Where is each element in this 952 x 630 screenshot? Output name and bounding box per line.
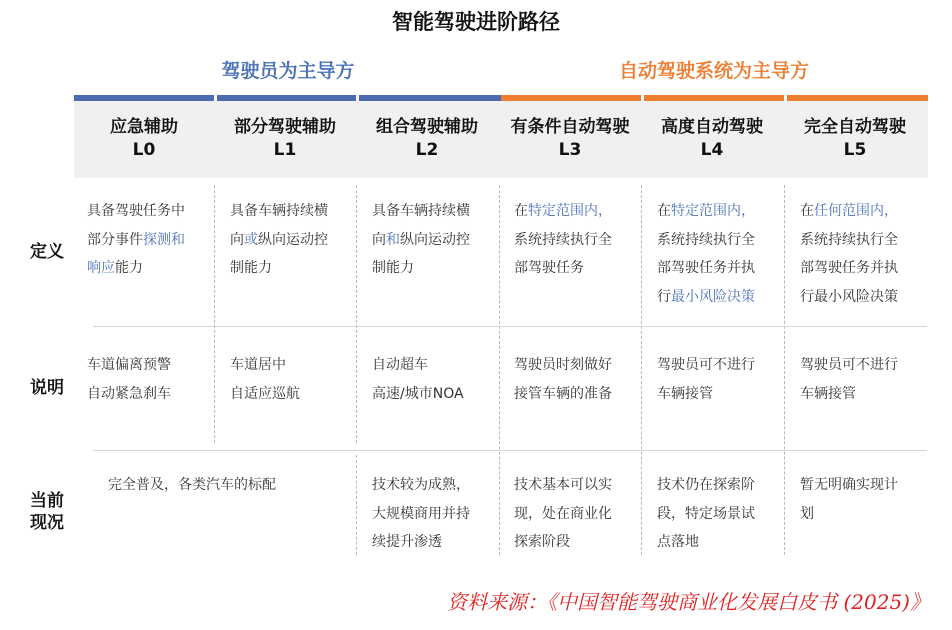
definition-cell-l4: 在特定范围内， 系统持续执行全 部驾驶任务并执 行最小风险决策 bbox=[657, 203, 755, 305]
column-header-l1 bbox=[215, 116, 355, 162]
explanation-cell-l4: 驾驶员可不进行 车辆接管 bbox=[657, 357, 755, 402]
status-cell-l2: 技术较为成熟， 大规模商用并持 续提升渗透 bbox=[372, 477, 470, 550]
column-level: L4 bbox=[700, 140, 724, 160]
column-header-l4 bbox=[642, 116, 782, 162]
definition-cell-l3: 在特定范围内， 系统持续执行全 部驾驶任务 bbox=[514, 203, 612, 276]
explanation-cell-l3: 驾驶员时刻做好 接管车辆的准备 bbox=[514, 357, 612, 402]
row-label-line: 现况 bbox=[30, 513, 64, 533]
column-header-l5 bbox=[785, 116, 925, 162]
status-cell-l3: 技术基本可以实 现，处在商业化 探索阶段 bbox=[514, 477, 612, 550]
explanation-cell-l5: 驾驶员可不进行 车辆接管 bbox=[800, 357, 898, 402]
column-header-l3 bbox=[500, 116, 640, 162]
row-label-explanation: 说明 bbox=[30, 378, 64, 398]
column-name: 高度自动驾驶 bbox=[661, 117, 763, 137]
row-label-line: 当前 bbox=[30, 491, 64, 511]
status-cell-l0-l1: 完全普及，各类汽车的标配 bbox=[108, 477, 276, 493]
group-label-driver-led: 驾驶员为主导方 bbox=[221, 60, 355, 82]
group-label-system-led: 自动驾驶系统为主导方 bbox=[618, 60, 809, 82]
definition-cell-l0: 具备驾驶任务中 部分事件探测和 响应能力 bbox=[87, 203, 185, 276]
column-name: 有条件自动驾驶 bbox=[510, 117, 630, 137]
definition-cell-l2: 具备车辆持续横 向和纵向运动控 制能力 bbox=[372, 203, 470, 276]
column-level: L5 bbox=[843, 140, 867, 160]
column-level: L2 bbox=[415, 140, 439, 160]
column-name: 完全自动驾驶 bbox=[804, 117, 906, 137]
explanation-cell-l0: 车道偏离预警 自动紧急刹车 bbox=[87, 357, 171, 402]
explanation-cell-l1: 车道居中 自适应巡航 bbox=[230, 357, 300, 402]
column-level: L3 bbox=[558, 140, 582, 160]
definition-cell-l5: 在任何范围内， 系统持续执行全 部驾驶任务并执 行最小风险决策 bbox=[800, 203, 898, 305]
column-name: 部分驾驶辅助 bbox=[234, 117, 336, 137]
column-level: L1 bbox=[273, 140, 297, 160]
explanation-cell-l2: 自动超车 高速/城市NOA bbox=[372, 357, 464, 402]
column-divider bbox=[356, 455, 357, 555]
row-label-definition: 定义 bbox=[30, 242, 64, 262]
row-label-status bbox=[30, 490, 76, 534]
source-citation: 资料来源：《中国智能驾驶商业化发展白皮书 (2025)》 bbox=[447, 590, 930, 614]
column-name: 组合驾驶辅助 bbox=[376, 117, 478, 137]
column-name: 应急辅助 bbox=[110, 117, 178, 137]
column-header-l0 bbox=[74, 116, 214, 162]
column-header-l2 bbox=[357, 116, 497, 162]
page-title: 智能驾驶进阶路径 bbox=[392, 9, 560, 34]
row-divider bbox=[93, 326, 927, 327]
status-cell-l5: 暂无明确实现计 划 bbox=[800, 477, 898, 522]
status-cell-l4: 技术仍在探索阶 段，特定场景试 点落地 bbox=[657, 477, 755, 550]
column-level: L0 bbox=[132, 140, 156, 160]
row-divider bbox=[93, 450, 927, 451]
definition-cell-l1: 具备车辆持续横 向或纵向运动控 制能力 bbox=[230, 203, 328, 276]
